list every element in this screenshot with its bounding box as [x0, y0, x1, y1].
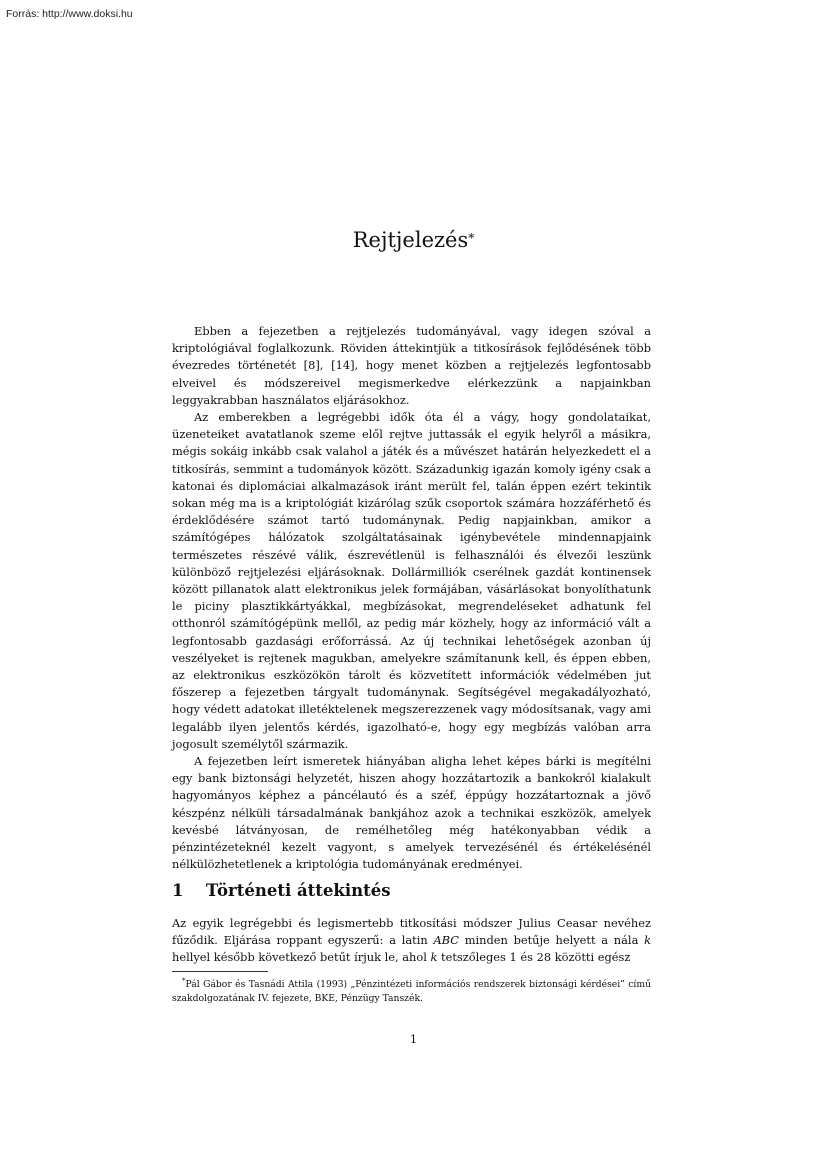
- section-text: [172, 915, 651, 967]
- text-run: minden betűje helyett a nála: [458, 933, 645, 948]
- title-footnote-mark: *: [468, 231, 475, 245]
- text-run: tetszőleges 1 és 28 közötti egész: [437, 950, 631, 965]
- footnote-mark: *: [182, 977, 186, 985]
- text-run: Az egyik legrégebbi és legismertebb titkosítási módszer Julius Ceasar nevéhez fűződik. Eljárása roppant egyszerű: a latin: [172, 916, 651, 948]
- paragraph: Az emberekben a legrégebbi idők óta él a vágy, hogy gondolataikat, üzeneteiket avatatlanok szeme elől rejtve juttassák el egyik helyről a másikra, mégis sokáig inkább csak valahol a játék és a művészet határán helyezkedett el a titkosírás, semmint a tudományok között. Századunkig igazán komoly igény csak a katonai és diplomáciai alkalmazások iránt merült fel, talán éppen ezért tekintik sokan még ma is a kriptológiát kizárólag szűk csoportok számára hozzáférhető és érdeklődésére számot tartó tudománynak. Pedig napjainkban, amikor a számítógépes hálózatok szolgáltatásainak igénybevétele mindennapjaink természetes részévé válik, észrevétlenül is felhasználói és élvezői leszünk különböző rejtjelezési eljárásoknak. Dollármilliók cserélnek gazdát kontinensek között pillanatok alatt elektronikus jelek formájában, vásárlásokat bonyolíthatunk le piciny plasztikkártyákkal, megbízásokat, megrendeléseket adhatunk fel otthonról számítógépünk mellől, az pedig már közhely, hogy az információ vált a legfontosabb gazdasági erőforrássá. Az új technikai lehetőségek azonban új veszélyeket is rejtenek magukban, amelyekre számítanunk kell, és éppen ebben, az elektronikus eszközökön tárolt és közvetített információk védelmében jut főszerep a fejezetben tárgyalt tudománynak. Segítségével megakadályozható, hogy védett adatokat illetéktelenek megszerezzenek vagy módosítsanak, vagy ami legalább ilyen jelentős kérdés, igazolható-e, hogy egy megbízás valóban arra jogosult személytől származik.: [172, 410, 651, 751]
- section-heading: [172, 880, 651, 902]
- footnote-text: Pál Gábor és Tasnádi Attila (1993) „Pénzintézeti információs rendszerek biztonsági kérdései” című szakdolgozatának IV. fejezete, BKE, Pénzügy Tanszék.: [172, 979, 651, 1004]
- paragraph: [172, 915, 651, 967]
- page-number: 1: [409, 1032, 418, 1046]
- math-abc: ABC: [433, 933, 459, 948]
- paragraph: A fejezetben leírt ismeretek hiányában aligha lehet képes bárki is megítélni egy bank biztonsági helyzetét, hiszen ahogy hozzátartozik a bankokról kialakult hagyományos képhez a páncélautó és a széf, éppúgy hozzátartoznak a jövő készpénz nélküli társadalmának bankjához azok a technikai eszközök, amelyek kevésbé látványosan, de remélhetőleg még hatékonyabban védik a pénzintézeteknél kezelt vagyont, s amelyek tervezésénél és értékelésénél nélkülözhetetlenek a kriptológia tudományának eredményei.: [172, 754, 651, 872]
- text-run: hellyel később következő betűt írjuk le, ahol: [172, 950, 431, 965]
- title-text: Rejtjelezés: [352, 228, 469, 252]
- footnote-rule: [172, 971, 268, 972]
- section-title: Történeti áttekintés: [206, 881, 391, 900]
- math-k: k: [644, 933, 652, 948]
- footnote: [172, 975, 651, 1005]
- math-k: k: [430, 950, 438, 965]
- paragraph: Ebben a fejezetben a rejtjelezés tudományával, vagy idegen szóval a kriptológiával foglalkozunk. Röviden áttekintjük a titkosírások fejlődésének több évezredes történetét [8], [14], hogy menet közben a rejtjelezés legfontosabb elveivel és módszereivel megismerkedve elérkezzünk a napjainkban leggyakrabban használatos eljárásokhoz.: [172, 324, 651, 407]
- intro-text: [172, 323, 651, 874]
- page-title: [0, 226, 827, 254]
- source-note: Forrás: http://www.doksi.hu: [6, 8, 133, 20]
- section-number: 1: [172, 881, 184, 900]
